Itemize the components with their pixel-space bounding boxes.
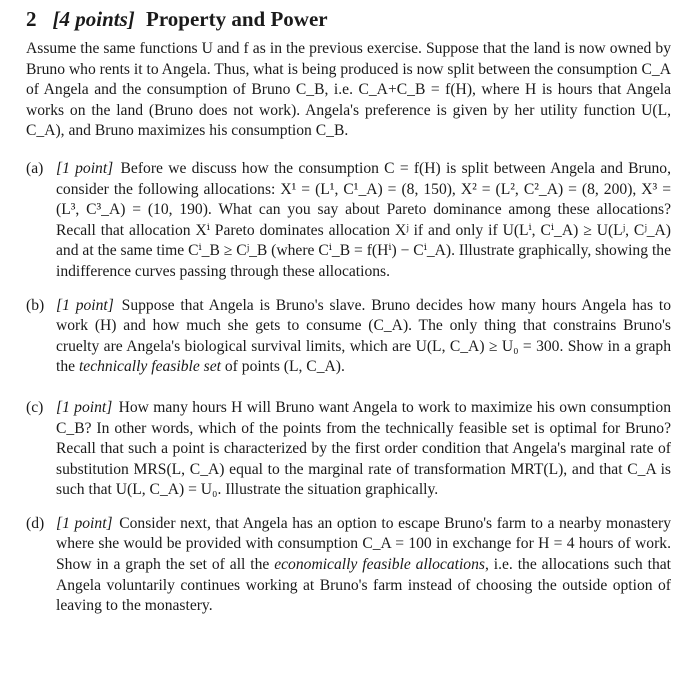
question-a-points: [1 point] [56, 159, 114, 177]
question-b-body [56, 296, 671, 378]
question-b-text-after: of points (L, C_A). [220, 358, 345, 376]
question-a-text: Before we discuss how the consumption C = f(H) is split between Angela and Bruno, consider the following allocations: X¹ = (L¹, C¹_A) = (8, 150), X² = (L², C²_A) = (8, 200), X³ = (L³, C³_A) = (10, 190). What can you say about Pareto dominance among these allocations? Recall that allocation Xⁱ Pareto dominates allocation Xʲ if and only if U(Lⁱ, Cⁱ_A) ≥ U(Lʲ, Cʲ_A) and at the same time Cⁱ_B ≥ Cʲ_B (where Cⁱ_B = f(Hⁱ) − Cⁱ_A). Illustrate graphically, showing the indifference curves passing through these allocations. [56, 159, 672, 280]
exercise-number: 2 [26, 7, 37, 31]
question-d-text-before: Consider next, that Angela has an option to escape Bruno's farm to a nearby monastery where she would be provided with consumption C_A = 100 in exchange for H = 4 hours of work. Show in a graph the set of all the [56, 514, 671, 574]
question-c-body [56, 398, 671, 501]
exercise-heading [26, 6, 671, 32]
question-b [26, 296, 671, 378]
question-c-text: How many hours H will Bruno want Angela to work to maximize his own consumption C_B? In other words, which of the points from the technically feasible set is optimal for Bruno? Recall that such a point is characterized by the first order condition that Angela's marginal rate of substitution MRS(L, C_A) equal to the marginal rate of transformation MRT(L), and that C_A is such that U(L, C_A) = U₀. Illustrate the situation graphically. [56, 398, 671, 499]
question-d-points: [1 point] [56, 514, 113, 532]
intro-paragraph: Assume the same functions U and f as in the previous exercise. Suppose that the land is now owned by Bruno who rents it to Angela. Thus, what is being produced is now split between the consumption C_A of Angela and the consumption of Bruno C_B, i.e. C_A+C_B = f(H), where H is hours that Angela works on the land (Bruno does not work). Angela's preference is given by her utility function U(L, C_A), and Bruno maximizes his consumption C_B. [26, 40, 671, 140]
question-b-label: (b) [26, 296, 45, 314]
question-b-emphasis: technically feasible set [78, 358, 221, 376]
question-d-emphasis: economically feasible allocations [274, 556, 485, 574]
question-c-label: (c) [26, 398, 44, 416]
question-c [26, 398, 671, 501]
question-d-label: (d) [26, 514, 45, 532]
question-a-body [56, 159, 671, 283]
question-d-body [56, 514, 671, 617]
question-d [26, 514, 671, 617]
question-a [26, 159, 671, 283]
question-c-points: [1 point] [56, 398, 113, 416]
exercise-title: Property and Power [146, 7, 328, 31]
question-b-text-before: Suppose that Angela is Bruno's slave. Bruno decides how many hours Angela has to work (H) and how much she gets to consume (C_A). The only thing that constrains Bruno's cruelty are Angela's biological survival limits, which are U(L, C_A) ≥ U₀ = 300. Show in a graph the [56, 296, 671, 376]
exercise-points: [4 points] [52, 7, 135, 31]
question-d-text-after: , i.e. the allocations such that Angela voluntarily continues working at Bruno's farm instead of choosing the outside option of leaving to the monastery. [56, 556, 672, 615]
question-a-label: (a) [26, 159, 44, 177]
question-b-points: [1 point] [56, 296, 114, 314]
